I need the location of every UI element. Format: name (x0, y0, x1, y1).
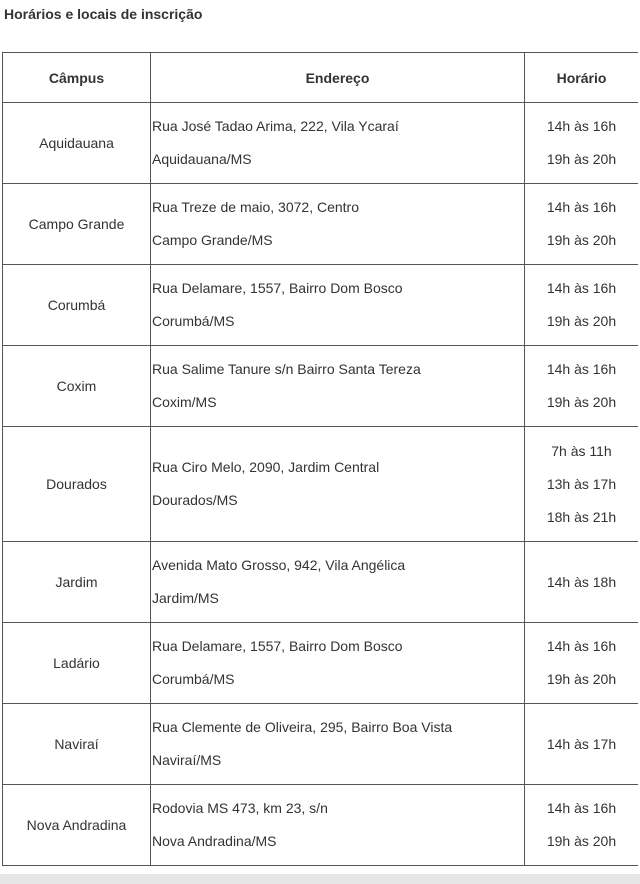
table-header-row (3, 53, 639, 103)
address-cell (151, 704, 525, 785)
address-cell (151, 103, 525, 184)
address-cell (151, 542, 525, 623)
table-row (3, 103, 639, 184)
table-row (3, 346, 639, 427)
page-title: Horários e locais de inscrição (4, 6, 203, 22)
campus-cell: Campo Grande (3, 184, 151, 265)
table-row (3, 785, 639, 866)
address-cell (151, 785, 525, 866)
address-line: Campo Grande/MS (152, 232, 273, 248)
address-line: Corumbá/MS (152, 313, 235, 329)
header-campus: Câmpus (3, 53, 151, 103)
hours-line: 14h às 18h (546, 573, 617, 590)
address-line: Coxim/MS (152, 394, 217, 410)
table-row (3, 265, 639, 346)
table-body (3, 103, 639, 866)
address-cell (151, 184, 525, 265)
hours-cell (525, 427, 639, 542)
address-line: Rua José Tadao Arima, 222, Vila Ycaraí (152, 118, 399, 134)
address-line: Rua Delamare, 1557, Bairro Dom Bosco (152, 638, 403, 654)
hours-line: 19h às 20h (546, 313, 617, 329)
hours-line: 14h às 16h (546, 199, 617, 215)
address-cell (151, 265, 525, 346)
address-line: Avenida Mato Grosso, 942, Vila Angélica (152, 557, 406, 573)
hours-cell (525, 103, 639, 184)
header-address: Endereço (151, 53, 525, 103)
hours-cell (525, 623, 639, 704)
hours-line: 19h às 20h (546, 394, 617, 410)
table-row (3, 427, 639, 542)
schedule-table-container[interactable] (2, 52, 638, 874)
address-line: Rua Ciro Melo, 2090, Jardim Central (152, 459, 380, 475)
hours-line: 7h às 11h (551, 442, 612, 459)
address-line: Rua Clemente de Oliveira, 295, Bairro Boa Vista (152, 719, 453, 735)
address-line: Rua Salime Tanure s/n Bairro Santa Tereza (152, 361, 421, 377)
campus-cell: Jardim (3, 542, 151, 623)
horizontal-scrollbar[interactable] (0, 874, 640, 884)
hours-line: 19h às 20h (546, 151, 617, 167)
hours-line: 14h às 17h (546, 735, 617, 752)
campus-cell: Ladário (3, 623, 151, 704)
header-hours: Horário (525, 53, 639, 103)
table-row (3, 184, 639, 265)
address-cell (151, 427, 525, 542)
table-row (3, 542, 639, 623)
campus-cell: Aquidauana (3, 103, 151, 184)
address-line: Dourados/MS (152, 492, 238, 508)
hours-line: 14h às 16h (546, 280, 617, 296)
campus-cell: Dourados (3, 427, 151, 542)
table-row (3, 623, 639, 704)
hours-cell (525, 785, 639, 866)
address-cell (151, 346, 525, 427)
hours-line: 14h às 16h (546, 361, 617, 377)
campus-cell: Naviraí (3, 704, 151, 785)
address-cell (151, 623, 525, 704)
address-line: Naviraí/MS (152, 752, 222, 768)
hours-line: 19h às 20h (546, 232, 617, 248)
hours-cell (525, 184, 639, 265)
hours-line: 19h às 20h (546, 671, 617, 687)
hours-line: 14h às 16h (546, 800, 617, 816)
campus-cell: Corumbá (3, 265, 151, 346)
schedule-table (2, 52, 638, 866)
address-line: Rodovia MS 473, km 23, s/n (152, 800, 328, 816)
address-line: Jardim/MS (152, 590, 219, 606)
address-line: Aquidauana/MS (152, 151, 252, 167)
address-line: Corumbá/MS (152, 671, 235, 687)
hours-line: 13h às 17h (546, 475, 617, 492)
campus-cell: Coxim (3, 346, 151, 427)
address-line: Nova Andradina/MS (152, 833, 277, 849)
hours-line: 14h às 16h (546, 118, 617, 134)
address-line: Rua Delamare, 1557, Bairro Dom Bosco (152, 280, 403, 296)
hours-line: 19h às 20h (546, 833, 617, 849)
hours-line: 18h às 21h (546, 508, 617, 525)
campus-cell: Nova Andradina (3, 785, 151, 866)
hours-cell (525, 346, 639, 427)
table-row (3, 704, 639, 785)
address-line: Rua Treze de maio, 3072, Centro (152, 199, 360, 215)
hours-line: 14h às 16h (546, 638, 617, 654)
hours-cell (525, 704, 639, 785)
hours-cell (525, 265, 639, 346)
hours-cell (525, 542, 639, 623)
